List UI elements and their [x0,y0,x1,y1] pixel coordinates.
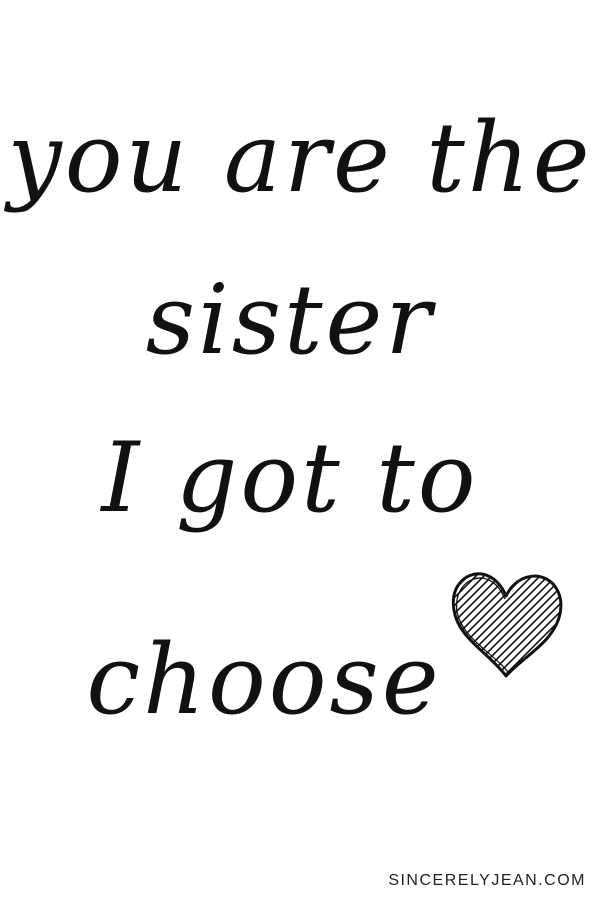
quote-line-3: I got to [101,422,479,534]
watermark: SINCERELYJEAN.COM [388,872,586,889]
quote-line-1: you are the [7,102,593,214]
quote-line-4: choose [86,624,442,736]
heart-icon [448,566,566,684]
quote-line-2: sister [145,264,435,376]
